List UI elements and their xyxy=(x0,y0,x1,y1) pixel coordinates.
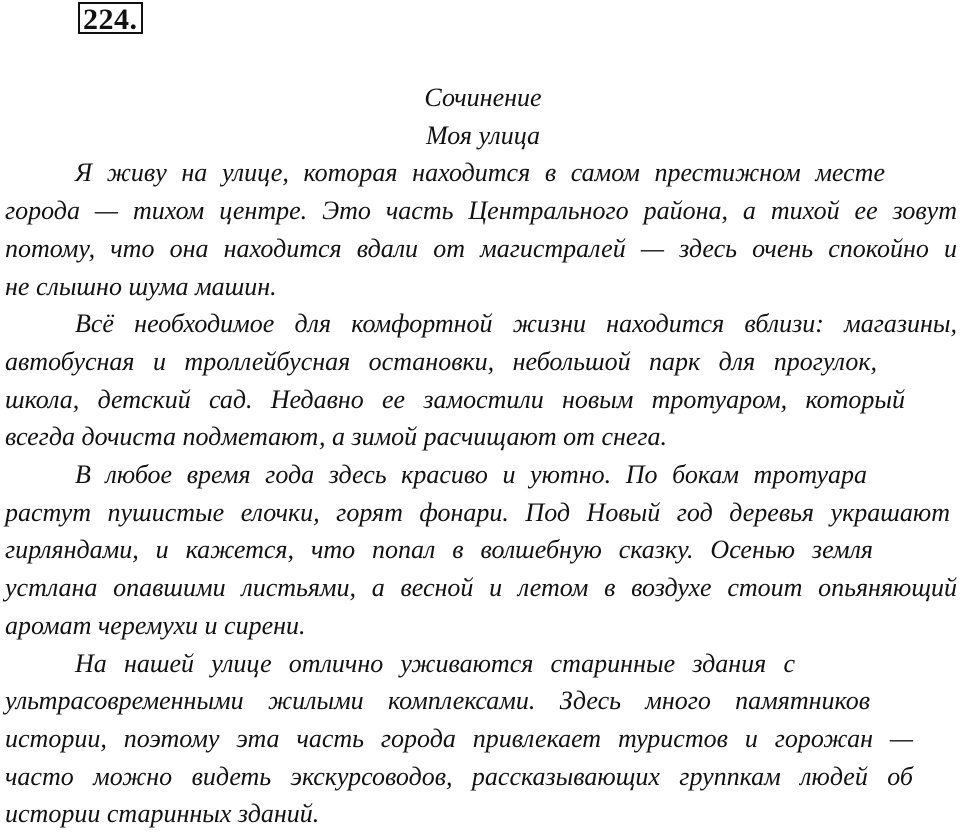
paragraph-line: истории, поэтому эта часть города привлекает туристов и горожан — xyxy=(5,723,913,753)
paragraph-line: школа, детский сад. Недавно ее замостили новым тротуаром, который xyxy=(5,384,905,414)
paragraph-line: аромат черемухи и сирени. xyxy=(5,610,306,640)
paragraph-line: гирляндами, и кажется, что попал в волшебную сказку. Осенью земля xyxy=(5,535,873,565)
composition xyxy=(5,79,957,833)
paragraph-line: На нашей улице отлично уживаются старинные здания с xyxy=(75,648,795,678)
paragraph-4 xyxy=(5,645,957,834)
paragraph-line: не слышно шума машин. xyxy=(5,271,277,301)
paragraph-2 xyxy=(5,305,957,456)
paragraph-line: растут пушистые елочки, горят фонари. Под Новый год деревья украшают xyxy=(5,497,950,527)
paragraph-line: потому, что она находится вдали от магистралей — здесь очень спокойно и xyxy=(5,233,957,263)
paragraph-line: устлана опавшими листьями, а весной и летом в воздухе стоит опьяняющий xyxy=(5,573,957,603)
paragraph-line: всегда дочиста подметают, а зимой расчищают от снега. xyxy=(5,422,668,452)
paragraph-line: ультрасовременными жилыми комплексами. Здесь много памятников xyxy=(5,686,870,716)
composition-subtitle: Моя улица xyxy=(425,120,541,150)
paragraph-line: города — тихом центре. Это часть Центрального района, а тихой ее зовут xyxy=(5,196,957,226)
paragraph-1 xyxy=(5,154,957,305)
paragraph-line: истории старинных зданий. xyxy=(5,799,320,829)
exercise-number: 224. xyxy=(78,2,143,34)
paragraph-line: Всё необходимое для комфортной жизни находится вблизи: магазины, xyxy=(75,309,957,339)
paragraph-line: Я живу на улице, которая находится в самом престижном месте xyxy=(75,158,885,188)
paragraph-line: автобусная и троллейбусная остановки, небольшой парк для прогулок, xyxy=(5,346,877,376)
paragraph-line: часто можно видеть экскурсоводов, рассказывающих группкам людей об xyxy=(5,761,913,791)
composition-title: Сочинение xyxy=(424,83,542,112)
paragraph-3 xyxy=(5,456,957,645)
paragraph-line: В любое время года здесь красиво и уютно. По бокам тротуара xyxy=(75,460,867,490)
